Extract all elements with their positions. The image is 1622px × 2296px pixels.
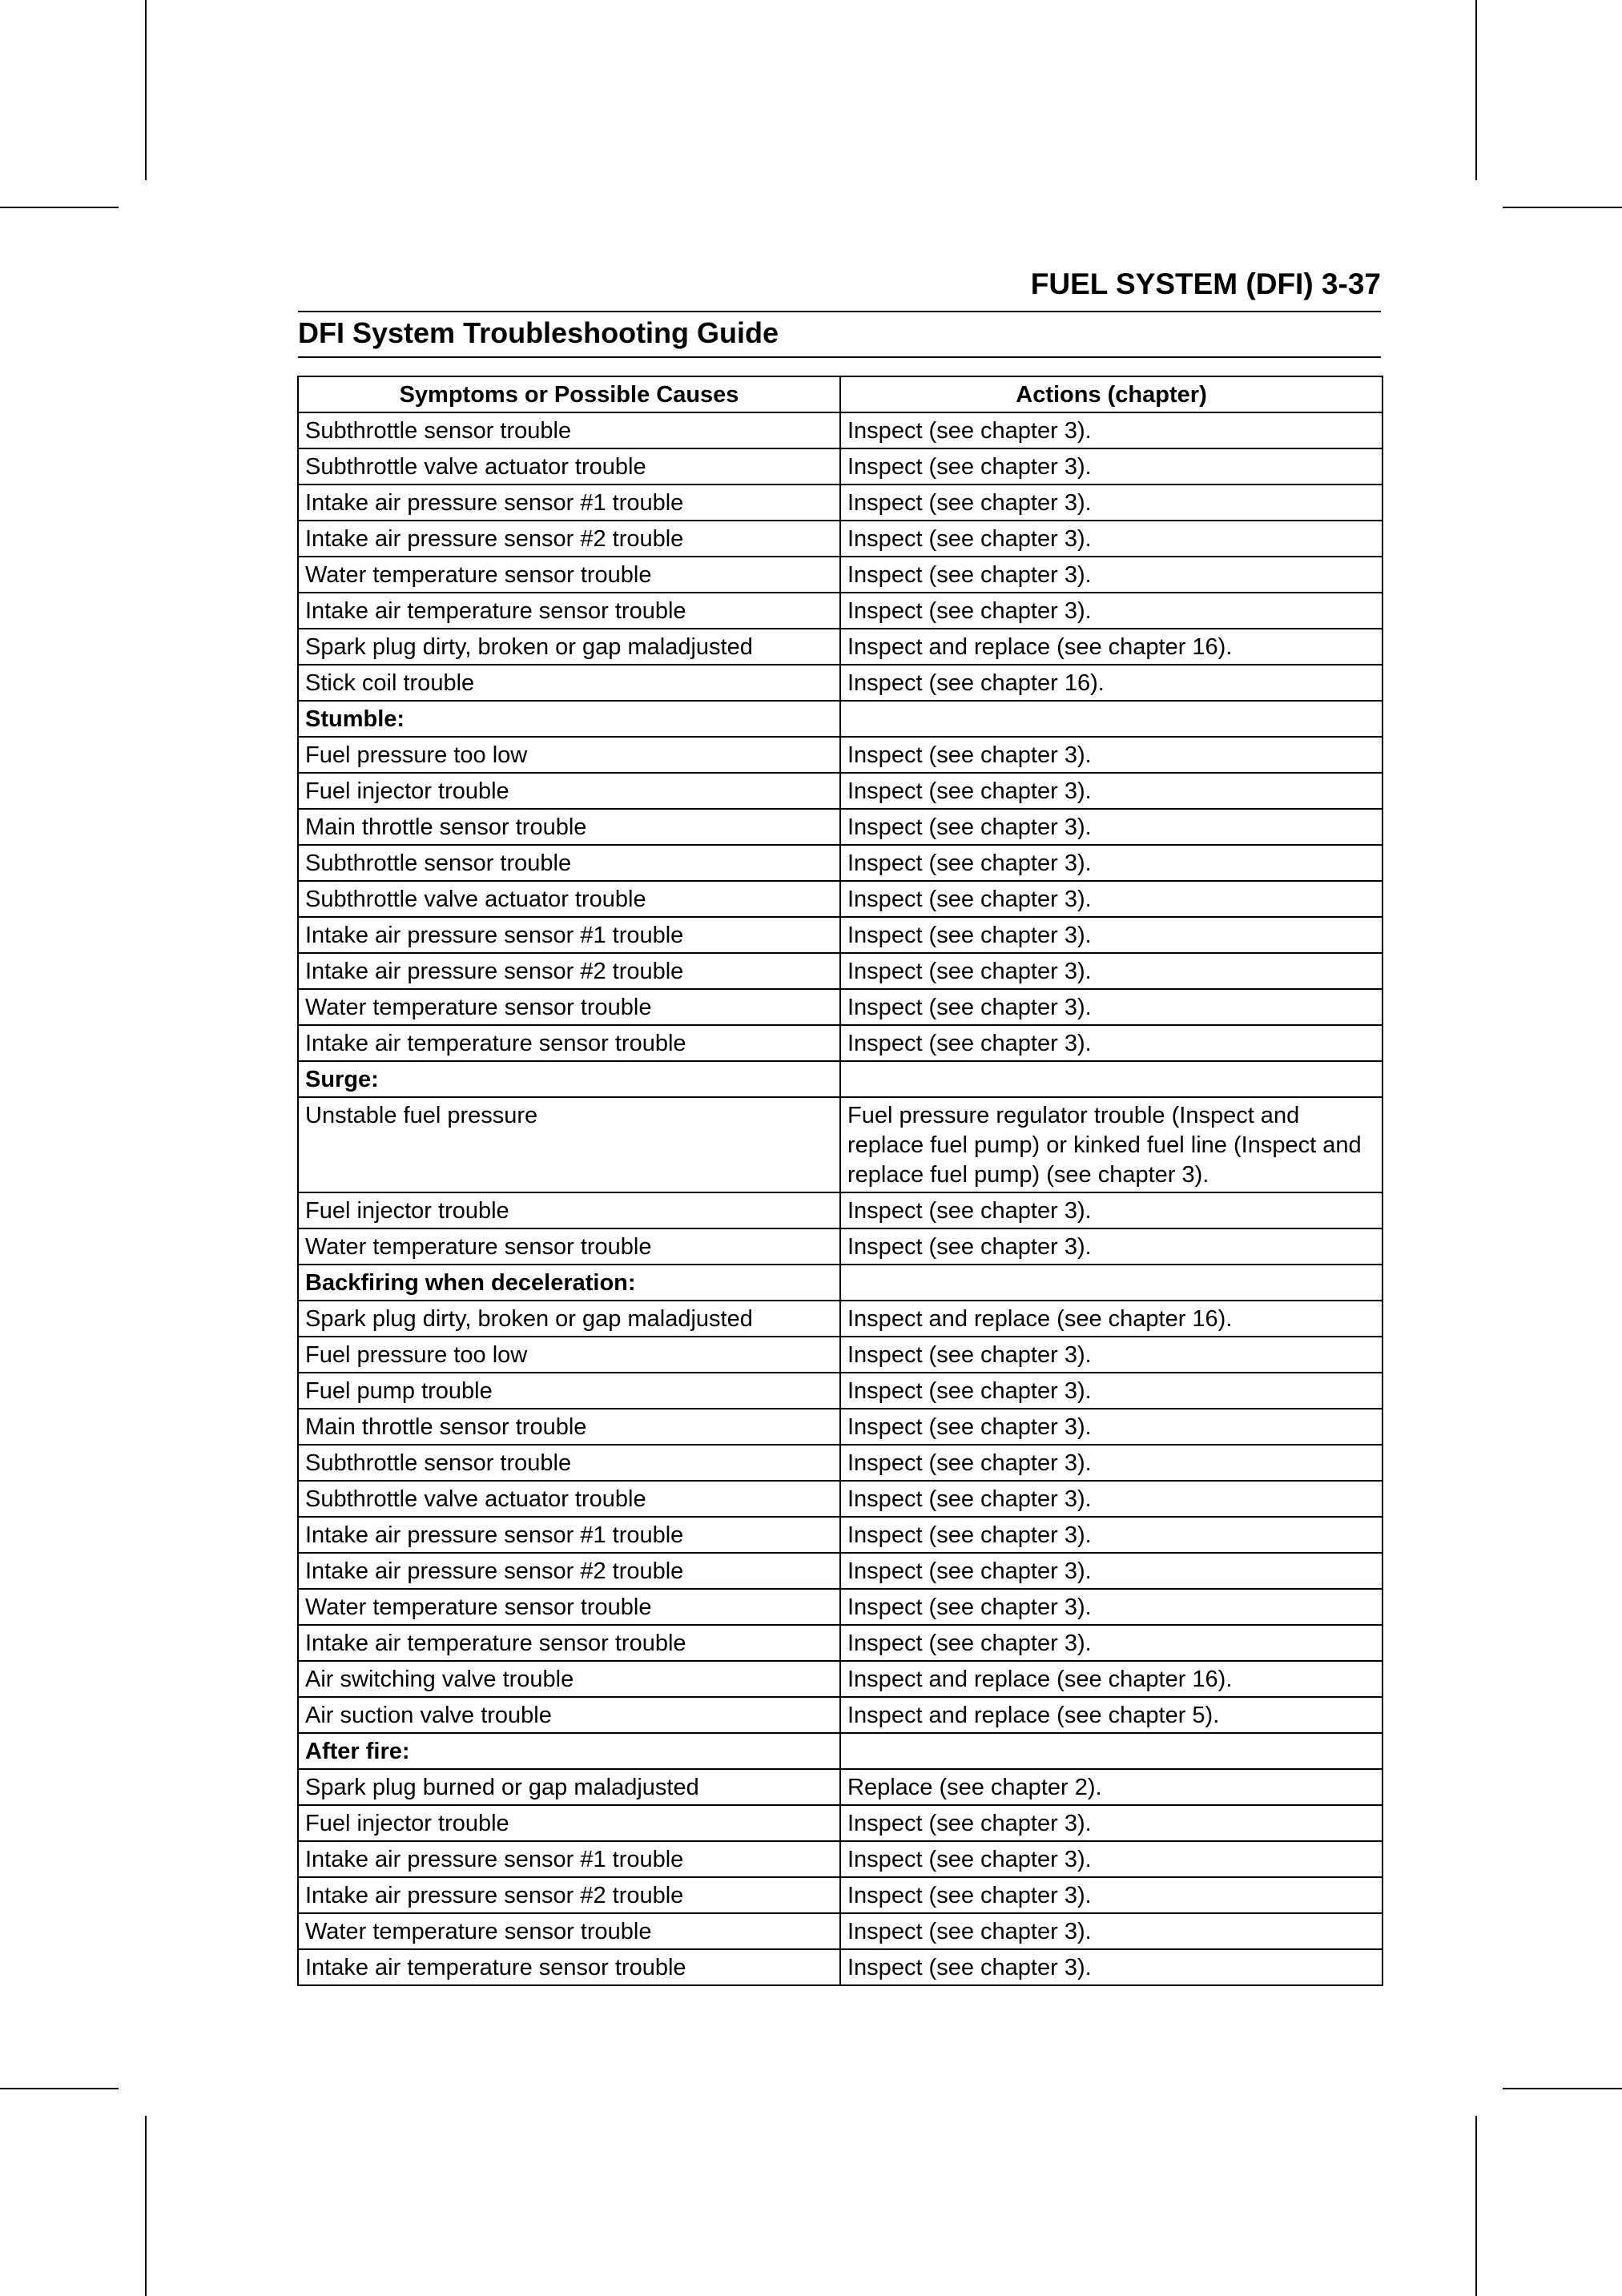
crop-mark-top-right-horizontal — [1503, 207, 1622, 208]
symptom-cell: Water temperature sensor trouble — [298, 1913, 840, 1949]
symptom-cell: Water temperature sensor trouble — [298, 1228, 840, 1265]
symptom-cell: Water temperature sensor trouble — [298, 1589, 840, 1625]
table-group-row — [298, 1733, 1383, 1769]
table-row — [298, 1553, 1383, 1589]
table-row — [298, 1913, 1383, 1949]
symptom-cell: Spark plug dirty, broken or gap maladjusted — [298, 1301, 840, 1337]
action-cell: Replace (see chapter 2). — [840, 1769, 1383, 1805]
symptom-cell: Unstable fuel pressure — [298, 1097, 840, 1192]
table-row — [298, 845, 1383, 881]
table-row — [298, 1841, 1383, 1877]
action-cell: Inspect (see chapter 3). — [840, 1553, 1383, 1589]
action-cell — [840, 1265, 1383, 1301]
action-cell: Inspect (see chapter 3). — [840, 1913, 1383, 1949]
symptom-cell: Intake air pressure sensor #1 trouble — [298, 1841, 840, 1877]
table-row — [298, 1445, 1383, 1481]
action-cell: Inspect (see chapter 3). — [840, 989, 1383, 1025]
symptom-cell: Air suction valve trouble — [298, 1697, 840, 1733]
action-cell: Inspect (see chapter 3). — [840, 1841, 1383, 1877]
table-row — [298, 1228, 1383, 1265]
action-cell: Inspect (see chapter 3). — [840, 953, 1383, 989]
action-cell: Inspect (see chapter 3). — [840, 1409, 1383, 1445]
table-row — [298, 1409, 1383, 1445]
action-cell: Inspect (see chapter 3). — [840, 557, 1383, 593]
action-cell — [840, 701, 1383, 737]
symptom-cell: Main throttle sensor trouble — [298, 809, 840, 845]
table-row — [298, 485, 1383, 521]
symptom-cell: Subthrottle sensor trouble — [298, 845, 840, 881]
crop-mark-bottom-right-horizontal — [1503, 2088, 1622, 2089]
action-cell: Inspect (see chapter 3). — [840, 881, 1383, 917]
action-cell: Inspect (see chapter 3). — [840, 1337, 1383, 1373]
table-group-row — [298, 1061, 1383, 1097]
action-cell: Inspect (see chapter 3). — [840, 448, 1383, 485]
table-row — [298, 881, 1383, 917]
symptom-cell: Main throttle sensor trouble — [298, 1409, 840, 1445]
table-body — [298, 412, 1383, 1985]
symptom-cell: Air switching valve trouble — [298, 1661, 840, 1697]
crop-mark-bottom-left-vertical — [145, 2116, 147, 2296]
table-row — [298, 1025, 1383, 1061]
symptom-cell: Subthrottle valve actuator trouble — [298, 448, 840, 485]
table-group-row — [298, 1265, 1383, 1301]
action-cell: Inspect (see chapter 3). — [840, 1228, 1383, 1265]
symptom-cell: Water temperature sensor trouble — [298, 557, 840, 593]
symptom-cell: Intake air pressure sensor #1 trouble — [298, 485, 840, 521]
action-cell: Fuel pressure regulator trouble (Inspect and replace fuel pump) or kinked fuel line (Inspect and replace fuel pump) (see chapter 3). — [840, 1097, 1383, 1192]
table-row — [298, 1192, 1383, 1228]
action-cell: Inspect and replace (see chapter 5). — [840, 1697, 1383, 1733]
table-row — [298, 1805, 1383, 1841]
table-row — [298, 1097, 1383, 1192]
table-row — [298, 1769, 1383, 1805]
symptom-cell: Intake air pressure sensor #2 trouble — [298, 1553, 840, 1589]
action-cell: Inspect (see chapter 3). — [840, 1192, 1383, 1228]
symptom-cell: Intake air temperature sensor trouble — [298, 1025, 840, 1061]
table-row — [298, 953, 1383, 989]
table-row — [298, 1337, 1383, 1373]
symptom-cell: Fuel injector trouble — [298, 773, 840, 809]
group-heading-cell: Surge: — [298, 1061, 840, 1097]
action-cell: Inspect and replace (see chapter 16). — [840, 629, 1383, 665]
symptom-cell: Intake air pressure sensor #2 trouble — [298, 1877, 840, 1913]
symptom-cell: Subthrottle valve actuator trouble — [298, 1481, 840, 1517]
section-title: DFI System Troubleshooting Guide — [298, 316, 779, 349]
action-cell: Inspect (see chapter 3). — [840, 1481, 1383, 1517]
action-cell: Inspect and replace (see chapter 16). — [840, 1661, 1383, 1697]
crop-mark-top-left-vertical — [145, 0, 147, 180]
symptom-cell: Fuel injector trouble — [298, 1805, 840, 1841]
action-cell: Inspect (see chapter 3). — [840, 521, 1383, 557]
symptom-cell: Fuel pressure too low — [298, 1337, 840, 1373]
action-cell: Inspect (see chapter 3). — [840, 593, 1383, 629]
section-rule — [298, 356, 1381, 358]
table-row — [298, 773, 1383, 809]
action-cell: Inspect (see chapter 3). — [840, 485, 1383, 521]
action-cell: Inspect (see chapter 3). — [840, 1517, 1383, 1553]
action-cell — [840, 1733, 1383, 1769]
action-cell: Inspect (see chapter 3). — [840, 1805, 1383, 1841]
symptom-cell: Spark plug dirty, broken or gap maladjusted — [298, 629, 840, 665]
symptom-cell: Water temperature sensor trouble — [298, 989, 840, 1025]
table-row — [298, 448, 1383, 485]
symptom-cell: Intake air temperature sensor trouble — [298, 593, 840, 629]
table-row — [298, 1661, 1383, 1697]
table-row — [298, 557, 1383, 593]
action-cell: Inspect (see chapter 3). — [840, 1373, 1383, 1409]
table-row — [298, 1373, 1383, 1409]
table-row — [298, 629, 1383, 665]
column-header-actions: Actions (chapter) — [840, 376, 1383, 412]
crop-mark-top-left-horizontal — [0, 207, 119, 208]
symptom-cell: Intake air temperature sensor trouble — [298, 1625, 840, 1661]
action-cell: Inspect (see chapter 3). — [840, 1589, 1383, 1625]
symptom-cell: Subthrottle sensor trouble — [298, 1445, 840, 1481]
table-row — [298, 1517, 1383, 1553]
symptom-cell: Fuel pump trouble — [298, 1373, 840, 1409]
symptom-cell: Subthrottle valve actuator trouble — [298, 881, 840, 917]
symptom-cell: Subthrottle sensor trouble — [298, 412, 840, 448]
action-cell: Inspect (see chapter 3). — [840, 809, 1383, 845]
action-cell: Inspect (see chapter 3). — [840, 1025, 1383, 1061]
action-cell: Inspect (see chapter 3). — [840, 1445, 1383, 1481]
action-cell: Inspect (see chapter 3). — [840, 737, 1383, 773]
table-row — [298, 1877, 1383, 1913]
troubleshooting-table — [297, 376, 1383, 1986]
table-row — [298, 1625, 1383, 1661]
symptom-cell: Intake air pressure sensor #1 trouble — [298, 917, 840, 953]
group-heading-cell: After fire: — [298, 1733, 840, 1769]
table-row — [298, 593, 1383, 629]
crop-mark-top-right-vertical — [1475, 0, 1477, 180]
group-heading-cell: Stumble: — [298, 701, 840, 737]
table-group-row — [298, 701, 1383, 737]
symptom-cell: Intake air pressure sensor #2 trouble — [298, 953, 840, 989]
table-row — [298, 989, 1383, 1025]
action-cell: Inspect (see chapter 3). — [840, 1949, 1383, 1985]
table-row — [298, 1697, 1383, 1733]
table-row — [298, 665, 1383, 701]
action-cell — [840, 1061, 1383, 1097]
symptom-cell: Spark plug burned or gap maladjusted — [298, 1769, 840, 1805]
action-cell: Inspect (see chapter 3). — [840, 917, 1383, 953]
table-row — [298, 809, 1383, 845]
action-cell: Inspect (see chapter 3). — [840, 845, 1383, 881]
action-cell: Inspect (see chapter 3). — [840, 773, 1383, 809]
action-cell: Inspect (see chapter 3). — [840, 1877, 1383, 1913]
symptom-cell: Intake air pressure sensor #1 trouble — [298, 1517, 840, 1553]
group-heading-cell: Backfiring when deceleration: — [298, 1265, 840, 1301]
table-row — [298, 1589, 1383, 1625]
action-cell: Inspect and replace (see chapter 16). — [840, 1301, 1383, 1337]
symptom-cell: Stick coil trouble — [298, 665, 840, 701]
table-row — [298, 1949, 1383, 1985]
table-row — [298, 521, 1383, 557]
table-header-row — [298, 376, 1383, 412]
table-row — [298, 917, 1383, 953]
action-cell: Inspect (see chapter 16). — [840, 665, 1383, 701]
symptom-cell: Intake air pressure sensor #2 trouble — [298, 521, 840, 557]
table-row — [298, 1481, 1383, 1517]
table-row — [298, 412, 1383, 448]
crop-mark-bottom-left-horizontal — [0, 2088, 119, 2089]
symptom-cell: Fuel pressure too low — [298, 737, 840, 773]
symptom-cell: Intake air temperature sensor trouble — [298, 1949, 840, 1985]
table-row — [298, 737, 1383, 773]
symptom-cell: Fuel injector trouble — [298, 1192, 840, 1228]
running-page-header: FUEL SYSTEM (DFI) 3-37 — [1030, 267, 1381, 300]
action-cell: Inspect (see chapter 3). — [840, 412, 1383, 448]
table-row — [298, 1301, 1383, 1337]
action-cell: Inspect (see chapter 3). — [840, 1625, 1383, 1661]
crop-mark-bottom-right-vertical — [1475, 2116, 1477, 2296]
column-header-symptoms: Symptoms or Possible Causes — [298, 376, 840, 412]
